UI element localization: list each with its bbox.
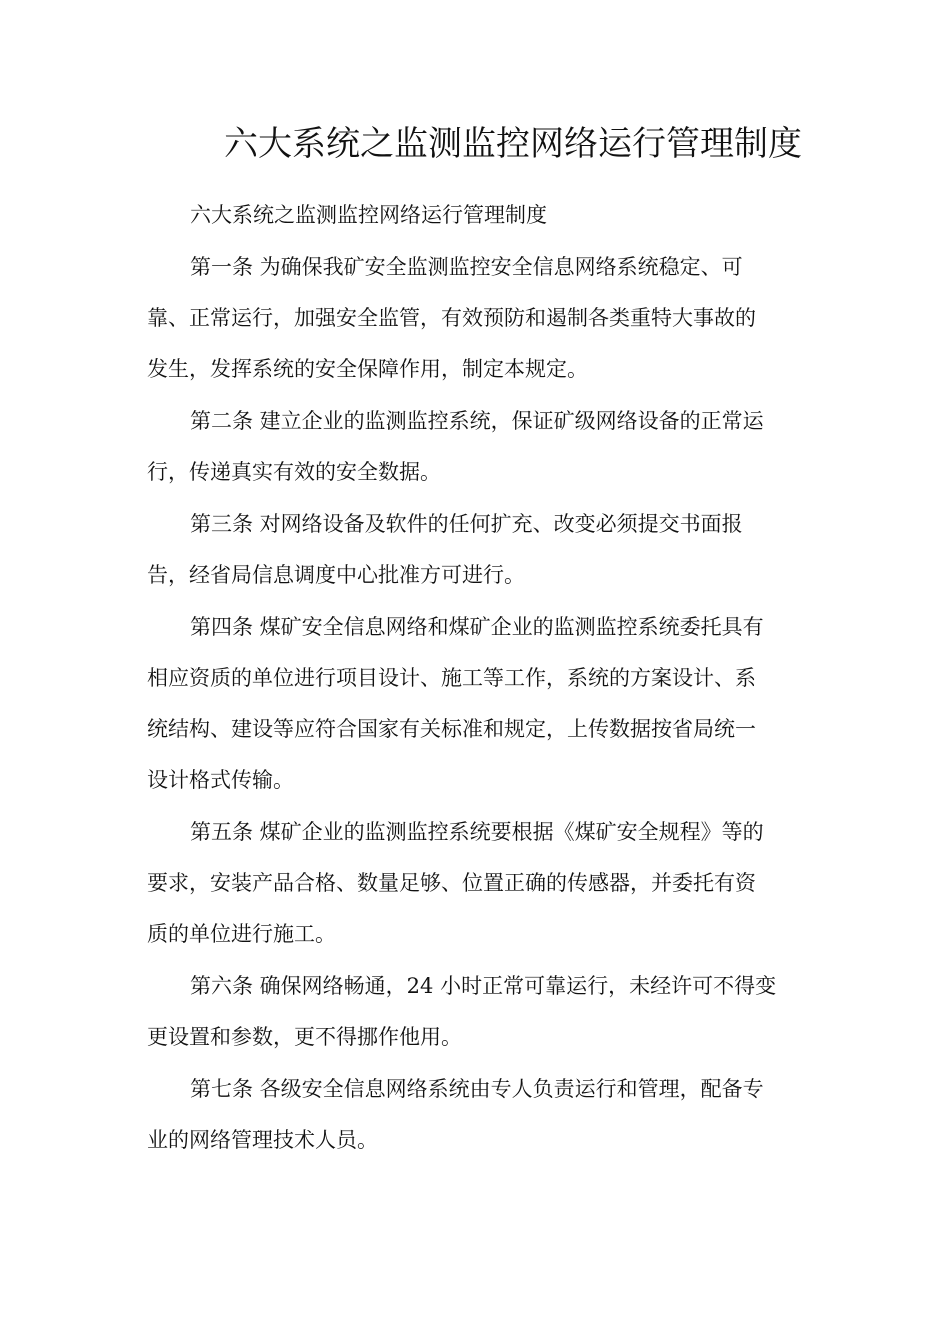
article-7-line-1: 第七条 各级安全信息网络系统由专人负责运行和管理，配备专 xyxy=(190,1077,764,1101)
article-6-line-2: 更设置和参数，更不得挪作他用。 xyxy=(147,1025,462,1049)
article-2-line-2: 行，传递真实有效的安全数据。 xyxy=(147,460,441,484)
article-4-line-4: 设计格式传输。 xyxy=(147,768,294,792)
article-4-line-1: 第四条 煤矿安全信息网络和煤矿企业的监测监控系统委托具有 xyxy=(190,615,764,639)
article-1-line-1: 第一条 为确保我矿安全监测监控安全信息网络系统稳定、可 xyxy=(190,255,743,279)
article-5-line-2: 要求，安装产品合格、数量足够、位置正确的传感器，并委托有资 xyxy=(147,871,756,895)
article-5-line-3: 质的单位进行施工。 xyxy=(147,922,336,946)
article-5-line-1: 第五条 煤矿企业的监测监控系统要根据《煤矿安全规程》等的 xyxy=(190,820,764,844)
document-title: 六大系统之监测监控网络运行管理制度 xyxy=(224,124,802,164)
article-1-line-2: 靠、正常运行，加强安全监管，有效预防和遏制各类重特大事故的 xyxy=(147,306,756,330)
article-6-line-1: 第六条 确保网络畅通，24 小时正常可靠运行，未经许可不得变 xyxy=(190,974,777,998)
article-3-line-2: 告，经省局信息调度中心批准方可进行。 xyxy=(147,563,525,587)
article-1-line-3: 发生，发挥系统的安全保障作用，制定本规定。 xyxy=(147,357,588,381)
article-3-line-1: 第三条 对网络设备及软件的任何扩充、改变必须提交书面报 xyxy=(190,512,743,536)
article-2-line-1: 第二条 建立企业的监测监控系统，保证矿级网络设备的正常运 xyxy=(190,409,764,433)
paragraph-subtitle-line-1: 六大系统之监测监控网络运行管理制度 xyxy=(190,203,547,227)
article-7-line-2: 业的网络管理技术人员。 xyxy=(147,1128,378,1152)
article-4-line-3: 统结构、建设等应符合国家有关标准和规定，上传数据按省局统一 xyxy=(147,717,756,741)
article-4-line-2: 相应资质的单位进行项目设计、施工等工作，系统的方案设计、系 xyxy=(147,666,756,690)
